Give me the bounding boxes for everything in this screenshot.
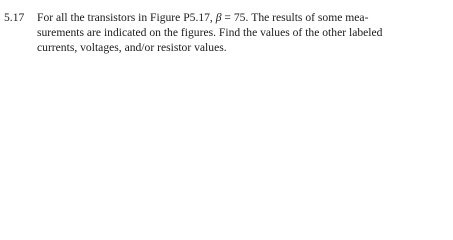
line-1-text-start: For all the transistors in Figure P5.17,	[37, 11, 216, 24]
problem-text-line-2: surements are indicated on the figures. Find the values of the other labeled	[37, 26, 383, 39]
problem-text-line-3: currents, voltages, and/or resistor values.	[37, 41, 227, 54]
problem-text	[37, 10, 445, 55]
problem-number: 5.17	[4, 11, 25, 24]
problem-statement	[4, 10, 449, 55]
problem-text-line-1	[37, 10, 445, 25]
line-1-text-end: = 75. The results of some mea-	[221, 11, 369, 24]
beta-symbol: β	[215, 11, 222, 24]
